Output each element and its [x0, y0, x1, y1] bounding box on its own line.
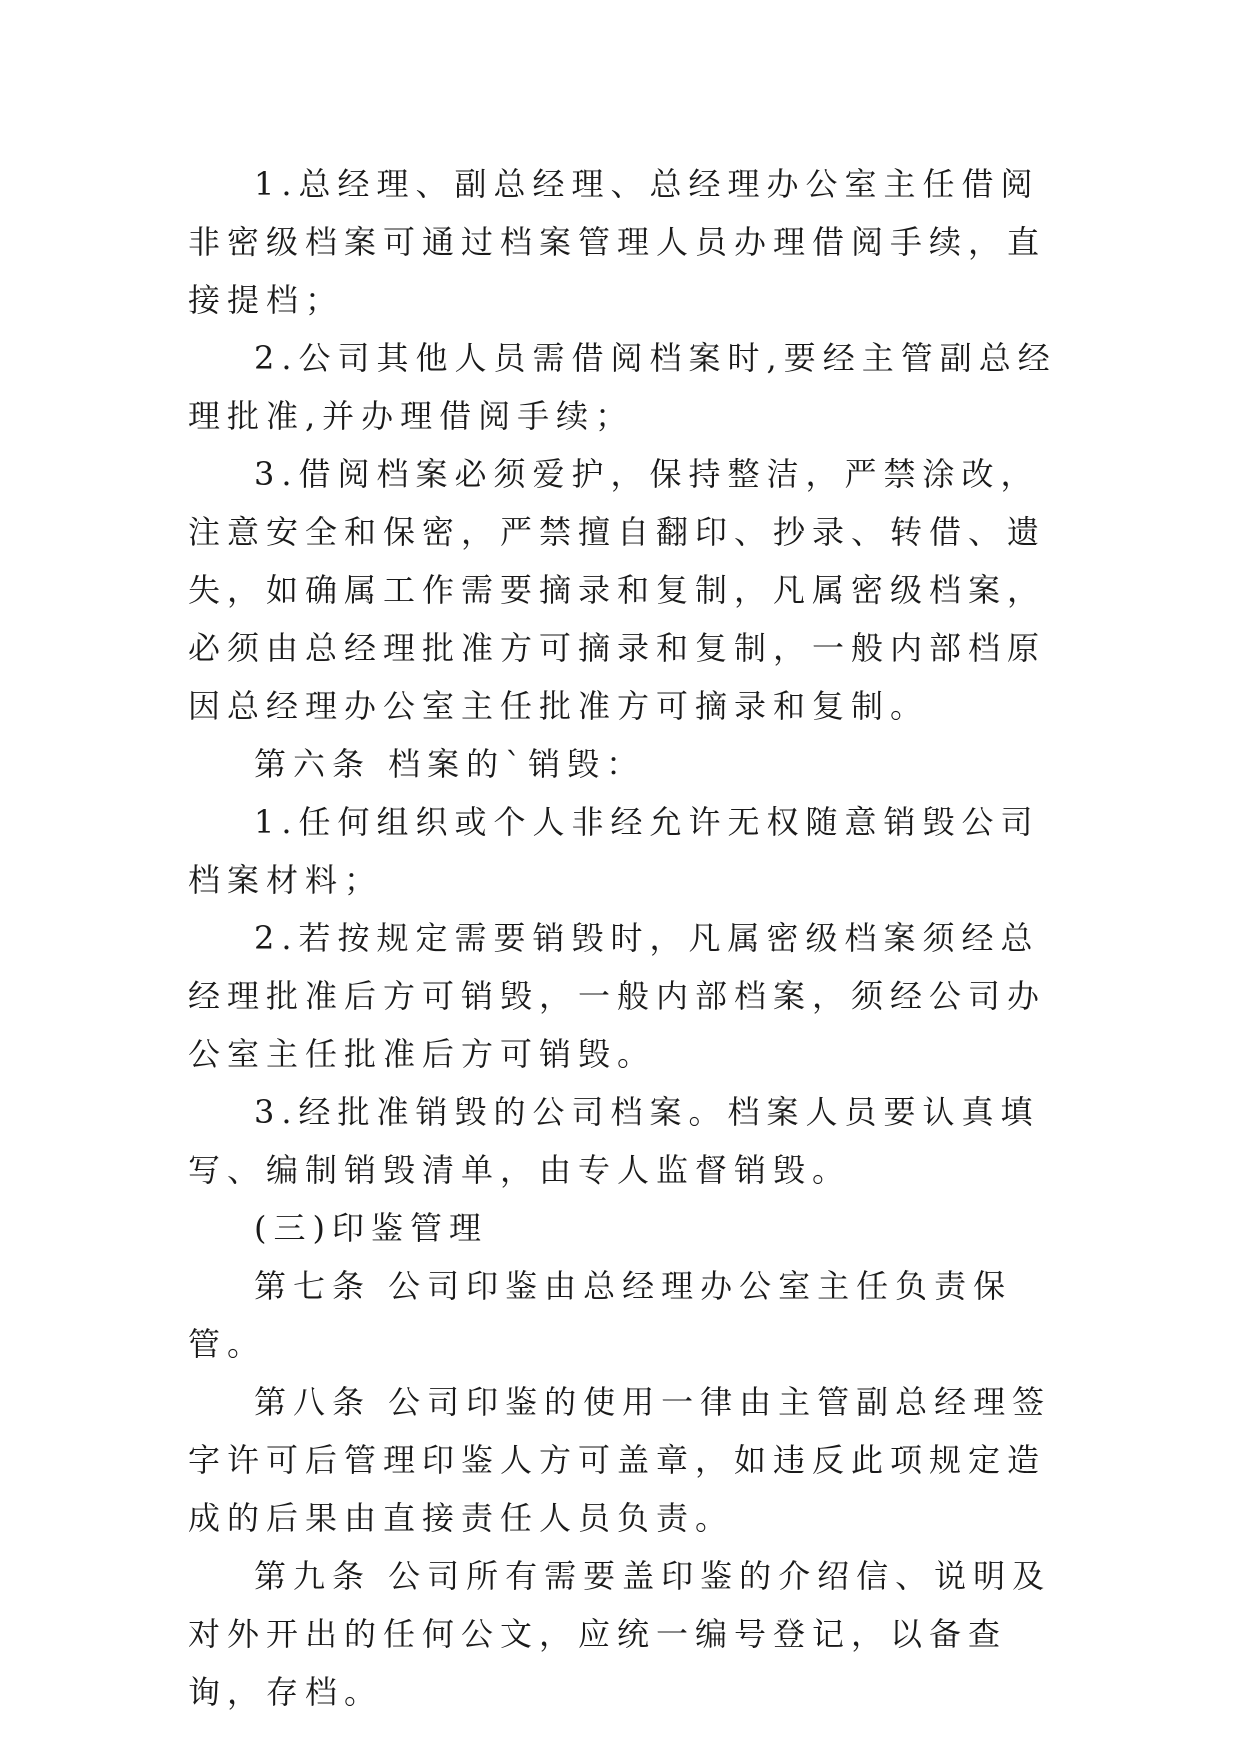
paragraph-destroy-list: 3.经批准销毁的公司档案。档案人员要认真填写、编制销毁清单，由专人监督销毁。: [188, 1093, 1040, 1189]
paragraph-borrow-care: 3.借阅档案必须爱护，保持整洁，严禁涂改，注意安全和保密，严禁擅自翻印、抄录、转借、遗失，如确属工作需要摘录和复制，凡属密级档案，必须由总经理批准方可摘录和复制，一般内部档原因总经理办公室主任批准方可摘录和复制。: [188, 455, 1047, 725]
paragraph-destroy-permission: 1.任何组织或个人非经允许无权随意销毁公司档案材料；: [188, 803, 1040, 899]
article-8: 第八条 公司印鉴的使用一律由主管副总经理签字许可后管理印鉴人方可盖章，如违反此项规定造成的后果由直接责任人员负责。: [188, 1383, 1052, 1537]
document-body: [188, 155, 1068, 1721]
article-9: 第九条 公司所有需要盖印鉴的介绍信、说明及对外开出的任何公文，应统一编号登记，以备查询，存档。: [188, 1557, 1052, 1711]
paragraph-destroy-approval: 2.若按规定需要销毁时，凡属密级档案须经总经理批准后方可销毁，一般内部档案，须经公司办公室主任批准后方可销毁。: [188, 919, 1047, 1073]
section-seal-heading: (三)印鉴管理: [254, 1209, 488, 1247]
article-7: 第七条 公司印鉴由总经理办公室主任负责保管。: [188, 1267, 1013, 1363]
paragraph-borrow-staff: 2.公司其他人员需借阅档案时,要经主管副总经理批准,并办理借阅手续；: [188, 339, 1057, 435]
paragraph-borrow-senior: 1.总经理、副总经理、总经理办公室主任借阅非密级档案可通过档案管理人员办理借阅手续，直接提档；: [188, 165, 1047, 319]
article-6-heading: 第六条 档案的`销毁：: [254, 745, 646, 783]
